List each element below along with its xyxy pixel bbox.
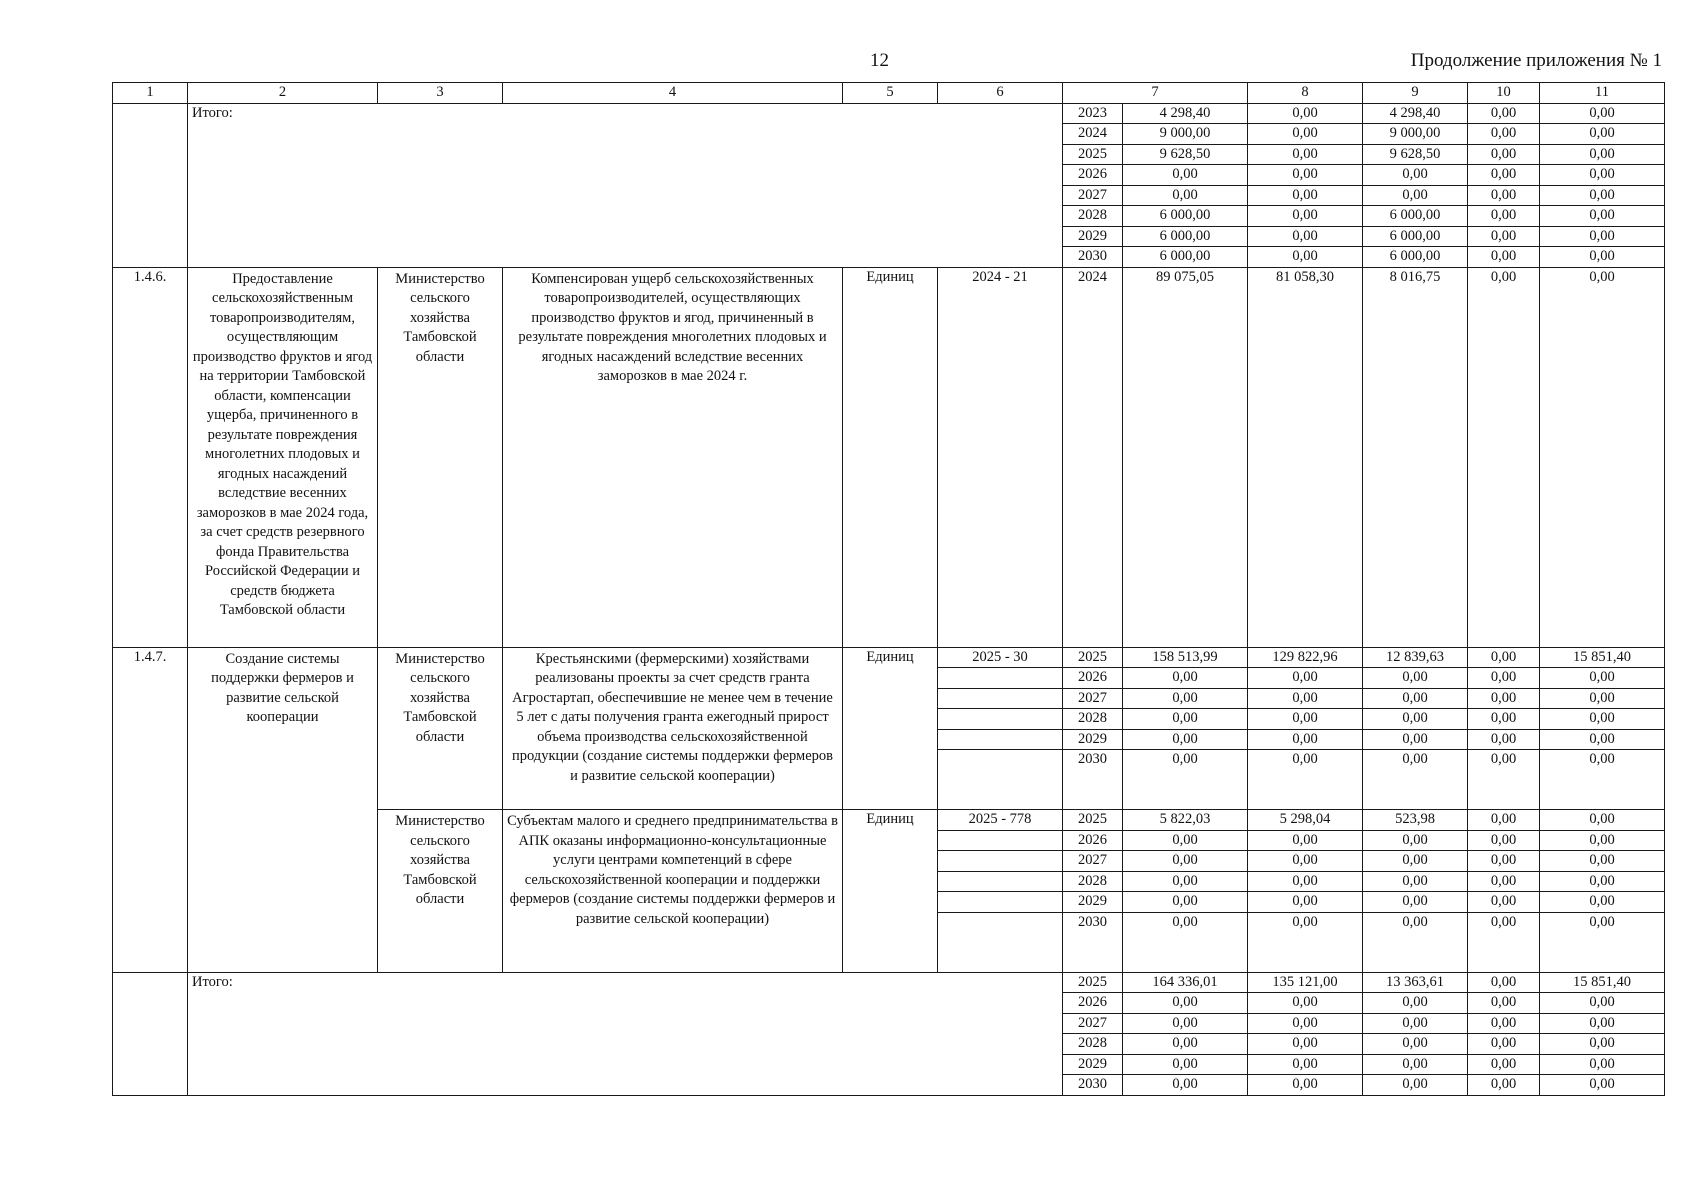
amount-federal-cell: 0,00 <box>1248 1054 1363 1075</box>
amount-local-cell: 0,00 <box>1468 1034 1540 1055</box>
amount-regional-cell: 4 298,40 <box>1363 103 1468 124</box>
unit: Единиц <box>843 647 938 810</box>
amount-local-cell: 0,00 <box>1468 668 1540 689</box>
year-cell: 2026 <box>1063 830 1123 851</box>
amount-federal-cell: 0,00 <box>1248 144 1363 165</box>
year-cell: 2027 <box>1063 185 1123 206</box>
amount-total-cell: 0,00 <box>1123 892 1248 913</box>
executor: Министерство сельского хозяйства Тамбовской области <box>378 647 503 810</box>
year-cell: 2024 <box>1063 124 1123 145</box>
year-cell: 2030 <box>1063 1075 1123 1096</box>
amount-other-cell: 0,00 <box>1540 892 1665 913</box>
amount-regional-cell: 0,00 <box>1363 185 1468 206</box>
amount-total-cell: 0,00 <box>1123 851 1248 872</box>
target-value: 2025 - 778 <box>938 810 1063 831</box>
item-row <box>113 267 1665 647</box>
amount-local-cell: 0,00 <box>1468 1013 1540 1034</box>
year-cell: 2027 <box>1063 1013 1123 1034</box>
amount-total-cell: 4 298,40 <box>1123 103 1248 124</box>
amount-other-cell: 0,00 <box>1540 668 1665 689</box>
amount-local-cell: 0,00 <box>1468 729 1540 750</box>
year-cell: 2025 <box>1063 972 1123 993</box>
amount-local-cell: 0,00 <box>1468 206 1540 227</box>
empty-cell <box>938 709 1063 730</box>
year-cell: 2027 <box>1063 851 1123 872</box>
amount-total-cell: 0,00 <box>1123 1034 1248 1055</box>
amount-regional-cell: 0,00 <box>1363 892 1468 913</box>
amount-other-cell: 0,00 <box>1540 709 1665 730</box>
amount-regional-cell: 0,00 <box>1363 871 1468 892</box>
header-cell: 1 <box>113 83 188 104</box>
amount-total-cell: 0,00 <box>1123 729 1248 750</box>
program-table <box>112 82 1665 1096</box>
amount-federal-cell: 0,00 <box>1248 892 1363 913</box>
amount-total-cell: 158 513,99 <box>1123 647 1248 668</box>
result-description: Крестьянскими (фермерскими) хозяйствами реализованы проекты за счет средств гранта Агростартап, обеспечившие не менее чем в течение 5 лет с даты получения гранта ежегодный прирост объема производства сельскохозяйственной продукции (создание системы поддержки фермеров и развитие сельской кооперации) <box>503 647 843 810</box>
amount-federal-cell: 0,00 <box>1248 1075 1363 1096</box>
amount-other-cell: 0,00 <box>1540 1013 1665 1034</box>
amount-federal-cell: 0,00 <box>1248 247 1363 268</box>
amount-local-cell: 0,00 <box>1468 165 1540 186</box>
year-cell: 2023 <box>1063 103 1123 124</box>
amount-total-cell: 9 628,50 <box>1123 144 1248 165</box>
target-value: 2025 - 30 <box>938 647 1063 668</box>
amount-local-cell: 0,00 <box>1468 247 1540 268</box>
year-cell: 2028 <box>1063 206 1123 227</box>
amount-total-cell: 0,00 <box>1123 1054 1248 1075</box>
empty-cell <box>938 871 1063 892</box>
amount-federal-cell: 0,00 <box>1248 206 1363 227</box>
empty-cell <box>938 892 1063 913</box>
amount-regional-cell: 6 000,00 <box>1363 206 1468 227</box>
amount-other-cell: 0,00 <box>1540 206 1665 227</box>
amount-other-cell: 0,00 <box>1540 1075 1665 1096</box>
amount-local-cell: 0,00 <box>1468 226 1540 247</box>
year-cell: 2028 <box>1063 1034 1123 1055</box>
amount-total-cell: 0,00 <box>1123 165 1248 186</box>
amount-federal-cell: 0,00 <box>1248 688 1363 709</box>
amount-total-cell: 0,00 <box>1123 871 1248 892</box>
amount-local-cell: 0,00 <box>1468 810 1540 831</box>
amount-regional-cell: 9 628,50 <box>1363 144 1468 165</box>
result-description: Компенсирован ущерб сельскохозяйственных товаропроизводителей, осуществляющих производство фруктов и ягод, причиненный в результате повреждения многолетних плодовых и ягодных насаждений вследствие весенних заморозков в мае 2024 г. <box>503 267 843 647</box>
amount-other-cell: 0,00 <box>1540 247 1665 268</box>
year-cell: 2029 <box>1063 729 1123 750</box>
empty-cell <box>938 912 1063 972</box>
result-description: Субъектам малого и среднего предпринимательства в АПК оказаны информационно-консультационные услуги центрами компетенций в сфере сельскохозяйственной кооперации и поддержки фермеров (создание системы поддержки фермеров и развитие сельской кооперации) <box>503 810 843 973</box>
amount-local-cell: 0,00 <box>1468 647 1540 668</box>
header-cell: 5 <box>843 83 938 104</box>
amount-regional-cell: 0,00 <box>1363 1013 1468 1034</box>
amount-local-cell: 0,00 <box>1468 750 1540 810</box>
amount-federal-cell: 129 822,96 <box>1248 647 1363 668</box>
amount-other-cell: 0,00 <box>1540 810 1665 831</box>
amount-regional-cell: 0,00 <box>1363 851 1468 872</box>
total-label: Итого: <box>188 972 1063 1095</box>
header-cell: 3 <box>378 83 503 104</box>
header-cell: 9 <box>1363 83 1468 104</box>
amount-other-cell: 0,00 <box>1540 103 1665 124</box>
unit: Единиц <box>843 267 938 647</box>
amount-regional-cell: 523,98 <box>1363 810 1468 831</box>
amount-local-cell: 0,00 <box>1468 993 1540 1014</box>
empty-cell <box>938 851 1063 872</box>
header-cell: 8 <box>1248 83 1363 104</box>
amount-total-cell: 9 000,00 <box>1123 124 1248 145</box>
amount-other-cell: 0,00 <box>1540 165 1665 186</box>
year-cell: 2028 <box>1063 871 1123 892</box>
amount-other-cell: 0,00 <box>1540 871 1665 892</box>
amount-total-cell: 6 000,00 <box>1123 247 1248 268</box>
amount-federal-cell: 0,00 <box>1248 851 1363 872</box>
header-cell: 6 <box>938 83 1063 104</box>
amount-total-cell: 0,00 <box>1123 1075 1248 1096</box>
amount-regional-cell: 0,00 <box>1363 1075 1468 1096</box>
amount-regional-cell: 0,00 <box>1363 709 1468 730</box>
amount-local-cell: 0,00 <box>1468 892 1540 913</box>
amount-other-cell: 0,00 <box>1540 1054 1665 1075</box>
amount-other-cell: 0,00 <box>1540 993 1665 1014</box>
amount-regional-cell: 0,00 <box>1363 912 1468 972</box>
amount-local-cell: 0,00 <box>1468 830 1540 851</box>
header-cell: 7 <box>1063 83 1248 104</box>
amount-regional-cell: 0,00 <box>1363 750 1468 810</box>
amount-federal-cell: 0,00 <box>1248 185 1363 206</box>
item-number: 1.4.7. <box>113 647 188 972</box>
amount-other-cell: 0,00 <box>1540 185 1665 206</box>
amount-regional-cell: 9 000,00 <box>1363 124 1468 145</box>
amount-local-cell: 0,00 <box>1468 851 1540 872</box>
amount-local-cell: 0,00 <box>1468 972 1540 993</box>
amount-local-cell: 0,00 <box>1468 871 1540 892</box>
appendix-note: Продолжение приложения № 1 <box>1410 50 1662 71</box>
amount-local-cell: 0,00 <box>1468 103 1540 124</box>
amount-federal-cell: 0,00 <box>1248 871 1363 892</box>
amount-federal-cell: 5 298,04 <box>1248 810 1363 831</box>
amount-regional-cell: 0,00 <box>1363 1034 1468 1055</box>
amount-federal-cell: 0,00 <box>1248 912 1363 972</box>
amount-regional-cell: 0,00 <box>1363 668 1468 689</box>
year-cell: 2029 <box>1063 1054 1123 1075</box>
amount-federal-cell: 0,00 <box>1248 1034 1363 1055</box>
amount-total-cell: 0,00 <box>1123 912 1248 972</box>
year-cell: 2028 <box>1063 709 1123 730</box>
amount-regional-cell: 0,00 <box>1363 1054 1468 1075</box>
amount-total-cell: 0,00 <box>1123 668 1248 689</box>
amount-federal-cell: 0,00 <box>1248 165 1363 186</box>
amount-total-cell: 0,00 <box>1123 688 1248 709</box>
amount-local-cell: 0,00 <box>1468 912 1540 972</box>
amount-regional-cell: 0,00 <box>1363 729 1468 750</box>
item-name: Предоставление сельскохозяйственным товаропроизводителям, осуществляющим производство фруктов и ягод на территории Тамбовской области, компенсации ущерба, причиненного в результате повреждения многолетних плодовых и ягодных насаждений вследствие весенних заморозков в мае 2024 года, за счет средств резервного фонда Правительства Российской Федерации и средств бюджета Тамбовской области <box>188 267 378 647</box>
total-label: Итого: <box>188 103 1063 267</box>
empty-cell <box>938 750 1063 810</box>
amount-federal-cell: 81 058,30 <box>1248 267 1363 647</box>
year-cell: 2030 <box>1063 247 1123 268</box>
amount-other-cell: 0,00 <box>1540 830 1665 851</box>
amount-federal-cell: 0,00 <box>1248 124 1363 145</box>
amount-local-cell: 0,00 <box>1468 124 1540 145</box>
amount-total-cell: 0,00 <box>1123 1013 1248 1034</box>
header-cell: 10 <box>1468 83 1540 104</box>
amount-federal-cell: 0,00 <box>1248 750 1363 810</box>
amount-regional-cell: 8 016,75 <box>1363 267 1468 647</box>
amount-federal-cell: 0,00 <box>1248 709 1363 730</box>
amount-local-cell: 0,00 <box>1468 144 1540 165</box>
executor: Министерство сельского хозяйства Тамбовской области <box>378 810 503 973</box>
amount-other-cell: 0,00 <box>1540 1034 1665 1055</box>
amount-federal-cell: 0,00 <box>1248 668 1363 689</box>
amount-total-cell: 0,00 <box>1123 830 1248 851</box>
empty-cell <box>938 729 1063 750</box>
year-cell: 2026 <box>1063 165 1123 186</box>
executor: Министерство сельского хозяйства Тамбовской области <box>378 267 503 647</box>
amount-federal-cell: 0,00 <box>1248 993 1363 1014</box>
amount-other-cell: 0,00 <box>1540 688 1665 709</box>
amount-federal-cell: 0,00 <box>1248 1013 1363 1034</box>
amount-other-cell: 0,00 <box>1540 144 1665 165</box>
amount-federal-cell: 0,00 <box>1248 830 1363 851</box>
amount-other-cell: 0,00 <box>1540 750 1665 810</box>
amount-local-cell: 0,00 <box>1468 688 1540 709</box>
total-row <box>113 972 1665 993</box>
amount-regional-cell: 0,00 <box>1363 688 1468 709</box>
empty-cell <box>938 668 1063 689</box>
year-cell: 2026 <box>1063 668 1123 689</box>
amount-local-cell: 0,00 <box>1468 1054 1540 1075</box>
amount-total-cell: 0,00 <box>1123 185 1248 206</box>
year-cell: 2030 <box>1063 750 1123 810</box>
amount-other-cell: 15 851,40 <box>1540 647 1665 668</box>
page-number: 12 <box>870 50 889 71</box>
item-number: 1.4.6. <box>113 267 188 647</box>
empty-cell <box>113 103 188 267</box>
year-cell: 2026 <box>1063 993 1123 1014</box>
header-cell: 4 <box>503 83 843 104</box>
amount-total-cell: 89 075,05 <box>1123 267 1248 647</box>
amount-local-cell: 0,00 <box>1468 1075 1540 1096</box>
amount-regional-cell: 0,00 <box>1363 830 1468 851</box>
amount-total-cell: 5 822,03 <box>1123 810 1248 831</box>
item-row <box>113 647 1665 668</box>
year-cell: 2025 <box>1063 144 1123 165</box>
amount-local-cell: 0,00 <box>1468 185 1540 206</box>
amount-other-cell: 0,00 <box>1540 226 1665 247</box>
year-cell: 2029 <box>1063 226 1123 247</box>
amount-other-cell: 0,00 <box>1540 912 1665 972</box>
empty-cell <box>938 830 1063 851</box>
amount-total-cell: 0,00 <box>1123 993 1248 1014</box>
year-cell: 2030 <box>1063 912 1123 972</box>
amount-local-cell: 0,00 <box>1468 709 1540 730</box>
amount-regional-cell: 0,00 <box>1363 993 1468 1014</box>
year-cell: 2025 <box>1063 810 1123 831</box>
header-cell: 11 <box>1540 83 1665 104</box>
year-cell: 2024 <box>1063 267 1123 647</box>
year-cell: 2025 <box>1063 647 1123 668</box>
unit: Единиц <box>843 810 938 973</box>
amount-total-cell: 6 000,00 <box>1123 226 1248 247</box>
amount-other-cell: 0,00 <box>1540 729 1665 750</box>
amount-other-cell: 0,00 <box>1540 267 1665 647</box>
item-name: Создание системы поддержки фермеров и развитие сельской кооперации <box>188 647 378 972</box>
header-row <box>113 83 1665 104</box>
amount-federal-cell: 0,00 <box>1248 729 1363 750</box>
amount-other-cell: 0,00 <box>1540 851 1665 872</box>
year-cell: 2027 <box>1063 688 1123 709</box>
amount-regional-cell: 6 000,00 <box>1363 226 1468 247</box>
amount-regional-cell: 0,00 <box>1363 165 1468 186</box>
amount-total-cell: 0,00 <box>1123 750 1248 810</box>
amount-regional-cell: 12 839,63 <box>1363 647 1468 668</box>
amount-total-cell: 0,00 <box>1123 709 1248 730</box>
amount-other-cell: 0,00 <box>1540 124 1665 145</box>
amount-federal-cell: 0,00 <box>1248 226 1363 247</box>
empty-cell <box>113 972 188 1095</box>
amount-federal-cell: 0,00 <box>1248 103 1363 124</box>
amount-local-cell: 0,00 <box>1468 267 1540 647</box>
target-value: 2024 - 21 <box>938 267 1063 647</box>
amount-regional-cell: 13 363,61 <box>1363 972 1468 993</box>
amount-total-cell: 6 000,00 <box>1123 206 1248 227</box>
header-cell: 2 <box>188 83 378 104</box>
amount-regional-cell: 6 000,00 <box>1363 247 1468 268</box>
amount-total-cell: 164 336,01 <box>1123 972 1248 993</box>
amount-other-cell: 15 851,40 <box>1540 972 1665 993</box>
total-row <box>113 103 1665 124</box>
empty-cell <box>938 688 1063 709</box>
year-cell: 2029 <box>1063 892 1123 913</box>
amount-federal-cell: 135 121,00 <box>1248 972 1363 993</box>
